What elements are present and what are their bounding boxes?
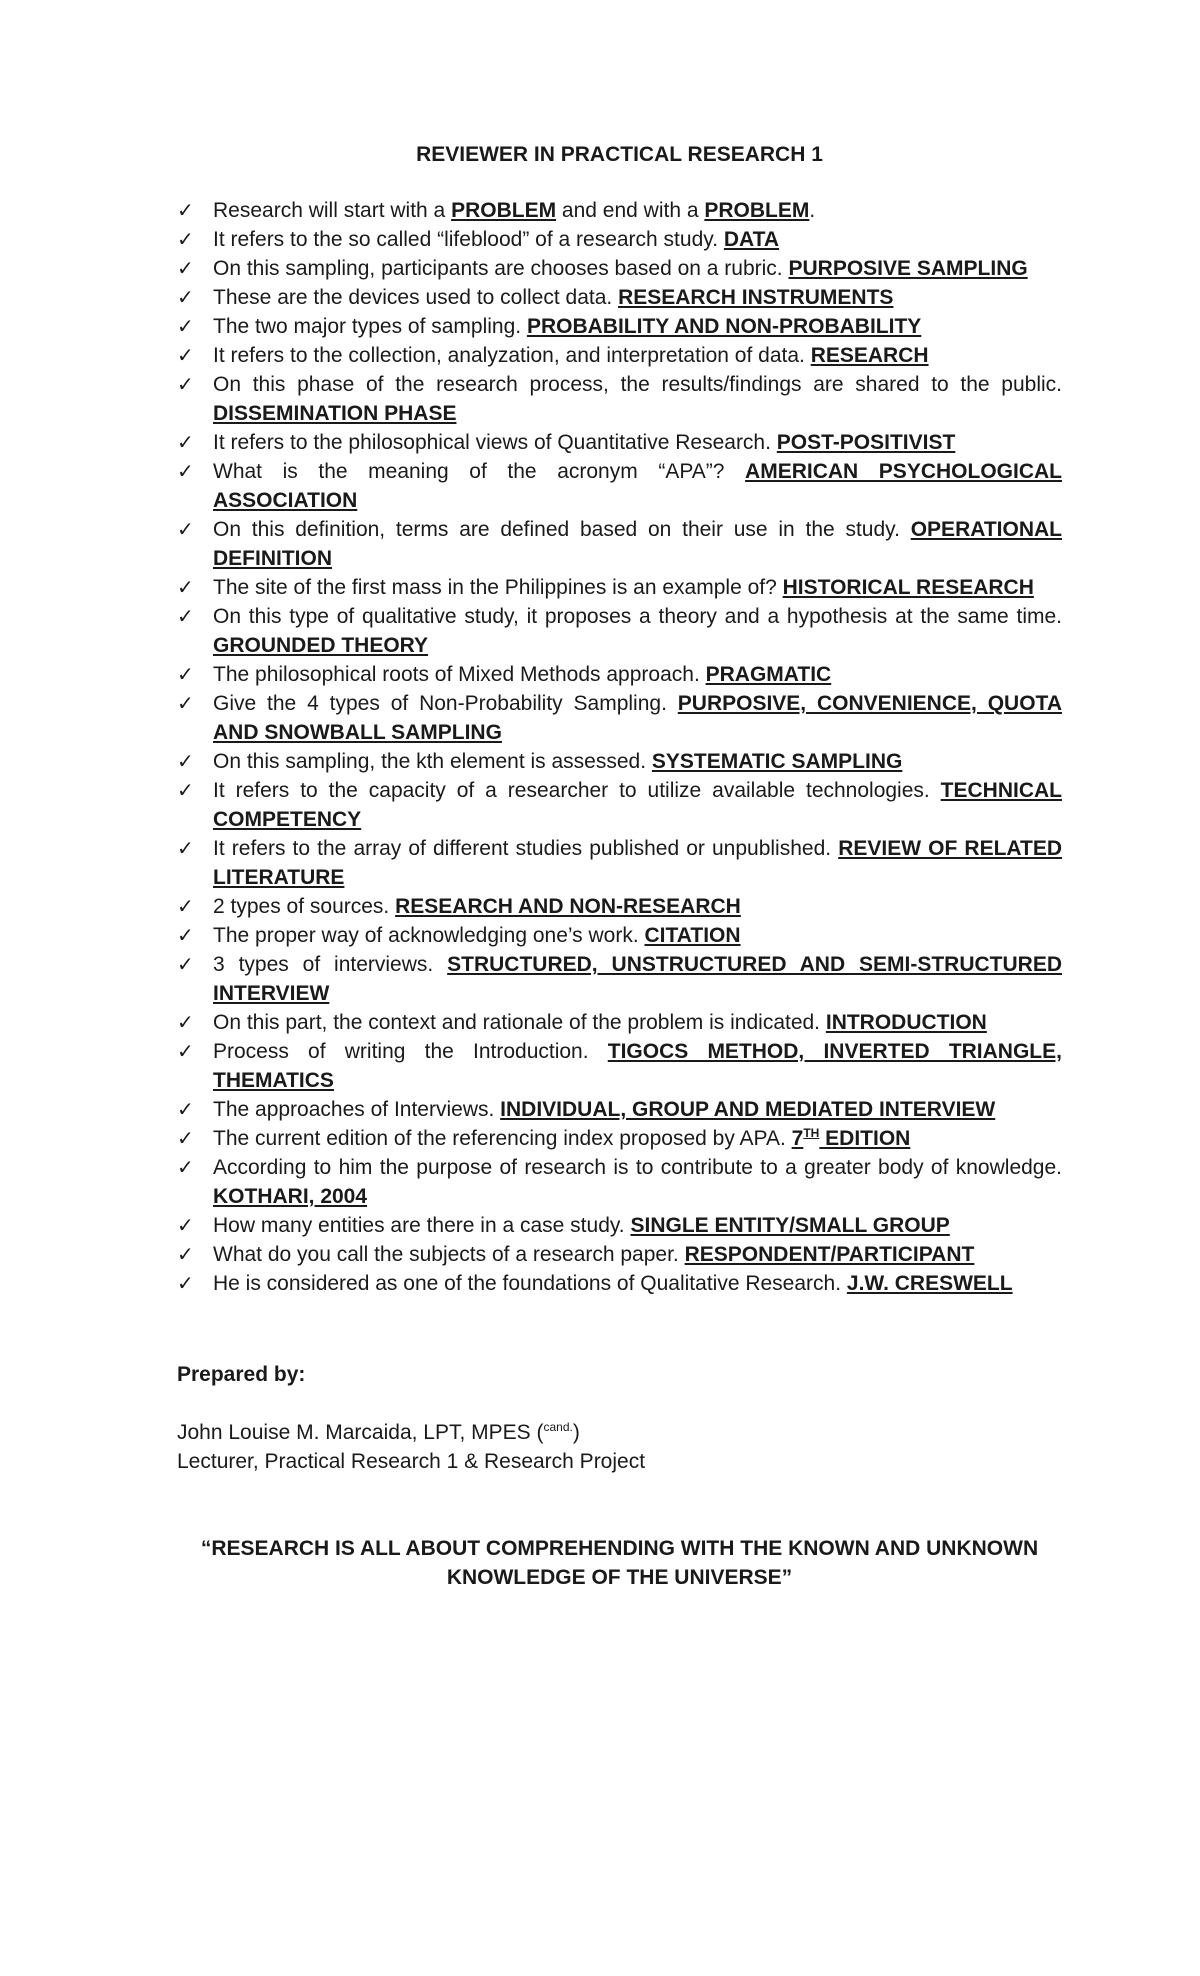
checkmark-icon: ✓	[177, 1097, 194, 1121]
list-item	[177, 341, 1062, 370]
preparer-role: Lecturer, Practical Research 1 & Research Project	[177, 1450, 646, 1473]
list-item	[177, 892, 1062, 921]
answer-text: INTRODUCTION	[825, 1011, 987, 1034]
preparer-name	[177, 1418, 1062, 1447]
answer-text: PRAGMATIC	[705, 663, 832, 686]
list-item	[177, 225, 1062, 254]
checkmark-icon: ✓	[177, 1213, 194, 1237]
answer-text: RESEARCH	[810, 344, 929, 367]
answer-text: DATA	[723, 228, 780, 251]
question-text: What is the meaning of the acronym “APA”?	[213, 460, 746, 483]
list-item	[177, 1153, 1062, 1211]
list-item	[177, 689, 1062, 747]
answer-text: PURPOSIVE, CONVENIENCE, QUOTA AND SNOWBALL SAMPLING	[213, 692, 1062, 744]
question-text: On this phase of the research process, the results/findings are shared to the public.	[213, 373, 1062, 396]
checkmark-icon: ✓	[177, 894, 194, 918]
list-item	[177, 1240, 1062, 1269]
checkmark-icon: ✓	[177, 691, 194, 715]
question-text: These are the devices used to collect data.	[213, 286, 619, 309]
list-item	[177, 1037, 1062, 1095]
list-item	[177, 1211, 1062, 1240]
answer-text: KOTHARI, 2004	[213, 1185, 368, 1208]
question-text: Research will start with a	[213, 199, 452, 222]
closing-quote: “RESEARCH IS ALL ABOUT COMPREHENDING WITH THE KNOWN AND UNKNOWN KNOWLEDGE OF THE UNIVERSE”	[200, 1537, 1039, 1589]
answer-text: RESEARCH AND NON-RESEARCH	[395, 895, 741, 918]
checkmark-icon: ✓	[177, 198, 194, 222]
list-item	[177, 283, 1062, 312]
list-item	[177, 834, 1062, 892]
checkmark-icon: ✓	[177, 372, 194, 396]
list-item	[177, 312, 1062, 341]
checkmark-icon: ✓	[177, 749, 194, 773]
question-text: On this part, the context and rationale of the problem is indicated.	[213, 1011, 826, 1034]
list-item	[177, 660, 1062, 689]
checkmark-icon: ✓	[177, 836, 194, 860]
list-item	[177, 1124, 1062, 1153]
answer-text: CITATION	[644, 924, 741, 947]
question-text: He is considered as one of the foundations of Qualitative Research.	[213, 1272, 847, 1295]
checkmark-icon: ✓	[177, 1010, 194, 1034]
question-text: It refers to the philosophical views of Quantitative Research.	[213, 431, 777, 454]
checkmark-icon: ✓	[177, 952, 194, 976]
answer-text: GROUNDED THEORY	[213, 634, 429, 657]
preparer-name-sup: cand.	[543, 1420, 573, 1434]
question-text: and end with a	[556, 199, 705, 222]
answer-text: TIGOCS METHOD, INVERTED TRIANGLE, THEMATICS	[213, 1040, 1062, 1092]
question-text: It refers to the array of different studies published or unpublished.	[213, 837, 839, 860]
list-item	[177, 254, 1062, 283]
question-text: On this sampling, participants are chooses based on a rubric.	[213, 257, 789, 280]
list-item	[177, 370, 1062, 428]
answer-text: PROBLEM	[704, 199, 810, 222]
list-item	[177, 428, 1062, 457]
answer-text: 7	[791, 1127, 804, 1150]
question-text: How many entities are there in a case study.	[213, 1214, 631, 1237]
list-item	[177, 573, 1062, 602]
question-text: .	[809, 199, 816, 222]
checkmark-icon: ✓	[177, 1039, 194, 1063]
answer-text: J.W. CRESWELL	[846, 1272, 1013, 1295]
question-text: What do you call the subjects of a research paper.	[213, 1243, 685, 1266]
answer-text: REVIEW OF RELATED LITERATURE	[213, 837, 1063, 889]
document-title: REVIEWER IN PRACTICAL RESEARCH 1	[416, 143, 823, 166]
checkmark-icon: ✓	[177, 227, 194, 251]
checkmark-icon: ✓	[177, 314, 194, 338]
question-text: 2 types of sources.	[213, 895, 396, 918]
list-item	[177, 776, 1062, 834]
question-text: On this definition, terms are defined based on their use in the study.	[213, 518, 911, 541]
checkmark-icon: ✓	[177, 430, 194, 454]
checkmark-icon: ✓	[177, 343, 194, 367]
list-item	[177, 602, 1062, 660]
list-item	[177, 1095, 1062, 1124]
list-item	[177, 515, 1062, 573]
list-item	[177, 921, 1062, 950]
document-page	[177, 140, 1062, 1592]
question-text: Process of writing the Introduction.	[213, 1040, 608, 1063]
question-text: It refers to the collection, analyzation, and interpretation of data.	[213, 344, 811, 367]
answer-text: EDITION	[819, 1127, 911, 1150]
checkmark-icon: ✓	[177, 1242, 194, 1266]
question-text: It refers to the capacity of a researcher to utilize available technologies.	[213, 779, 941, 802]
reviewer-list	[177, 196, 1062, 1298]
list-item	[177, 950, 1062, 1008]
checkmark-icon: ✓	[177, 604, 194, 628]
question-text: The two major types of sampling.	[213, 315, 527, 338]
list-item	[177, 196, 1062, 225]
answer-text: OPERATIONAL DEFINITION	[213, 518, 1062, 570]
checkmark-icon: ✓	[177, 1126, 194, 1150]
checkmark-icon: ✓	[177, 459, 194, 483]
preparer-name-text: John Louise M. Marcaida, LPT, MPES (	[177, 1421, 544, 1444]
list-item	[177, 1008, 1062, 1037]
list-item	[177, 1269, 1062, 1298]
question-text: 3 types of interviews.	[213, 953, 448, 976]
answer-text: RESEARCH INSTRUMENTS	[618, 286, 894, 309]
question-text: The proper way of acknowledging one’s work.	[213, 924, 645, 947]
answer-text: TECHNICAL COMPETENCY	[213, 779, 1062, 831]
prepared-by-label: Prepared by:	[177, 1363, 306, 1386]
answer-superscript: TH	[803, 1126, 820, 1140]
answer-text: PROBABILITY AND NON-PROBABILITY	[526, 315, 922, 338]
question-text: On this type of qualitative study, it proposes a theory and a hypothesis at the same time.	[213, 605, 1062, 628]
checkmark-icon: ✓	[177, 575, 194, 599]
answer-text: POST-POSITIVIST	[776, 431, 956, 454]
question-text: The current edition of the referencing index proposed by APA.	[213, 1127, 792, 1150]
question-text: The approaches of Interviews.	[213, 1098, 501, 1121]
checkmark-icon: ✓	[177, 256, 194, 280]
question-text: According to him the purpose of research is to contribute to a greater body of knowledge.	[213, 1156, 1062, 1179]
checkmark-icon: ✓	[177, 285, 194, 309]
question-text: On this sampling, the kth element is assessed.	[213, 750, 652, 773]
list-item	[177, 457, 1062, 515]
checkmark-icon: ✓	[177, 1271, 194, 1295]
answer-text: DISSEMINATION PHASE	[213, 402, 457, 425]
answer-text: AMERICAN PSYCHOLOGICAL ASSOCIATION	[213, 460, 1062, 512]
checkmark-icon: ✓	[177, 923, 194, 947]
answer-text: PROBLEM	[451, 199, 557, 222]
answer-text: PURPOSIVE SAMPLING	[788, 257, 1028, 280]
checkmark-icon: ✓	[177, 1155, 194, 1179]
answer-text: SINGLE ENTITY/SMALL GROUP	[630, 1214, 950, 1237]
answer-text: RESPONDENT/PARTICIPANT	[684, 1243, 975, 1266]
question-text: Give the 4 types of Non-Probability Sampling.	[213, 692, 678, 715]
list-item	[177, 747, 1062, 776]
answer-text: SYSTEMATIC SAMPLING	[651, 750, 903, 773]
answer-text: STRUCTURED, UNSTRUCTURED AND SEMI-STRUCTURED INTERVIEW	[213, 953, 1063, 1005]
checkmark-icon: ✓	[177, 517, 194, 541]
question-text: It refers to the so called “lifeblood” of a research study.	[213, 228, 724, 251]
checkmark-icon: ✓	[177, 778, 194, 802]
checkmark-icon: ✓	[177, 662, 194, 686]
answer-text: INDIVIDUAL, GROUP AND MEDIATED INTERVIEW	[500, 1098, 996, 1121]
preparer-name-end: )	[572, 1421, 580, 1444]
question-text: The philosophical roots of Mixed Methods approach.	[213, 663, 706, 686]
question-text: The site of the first mass in the Philippines is an example of?	[213, 576, 783, 599]
answer-text: HISTORICAL RESEARCH	[782, 576, 1034, 599]
